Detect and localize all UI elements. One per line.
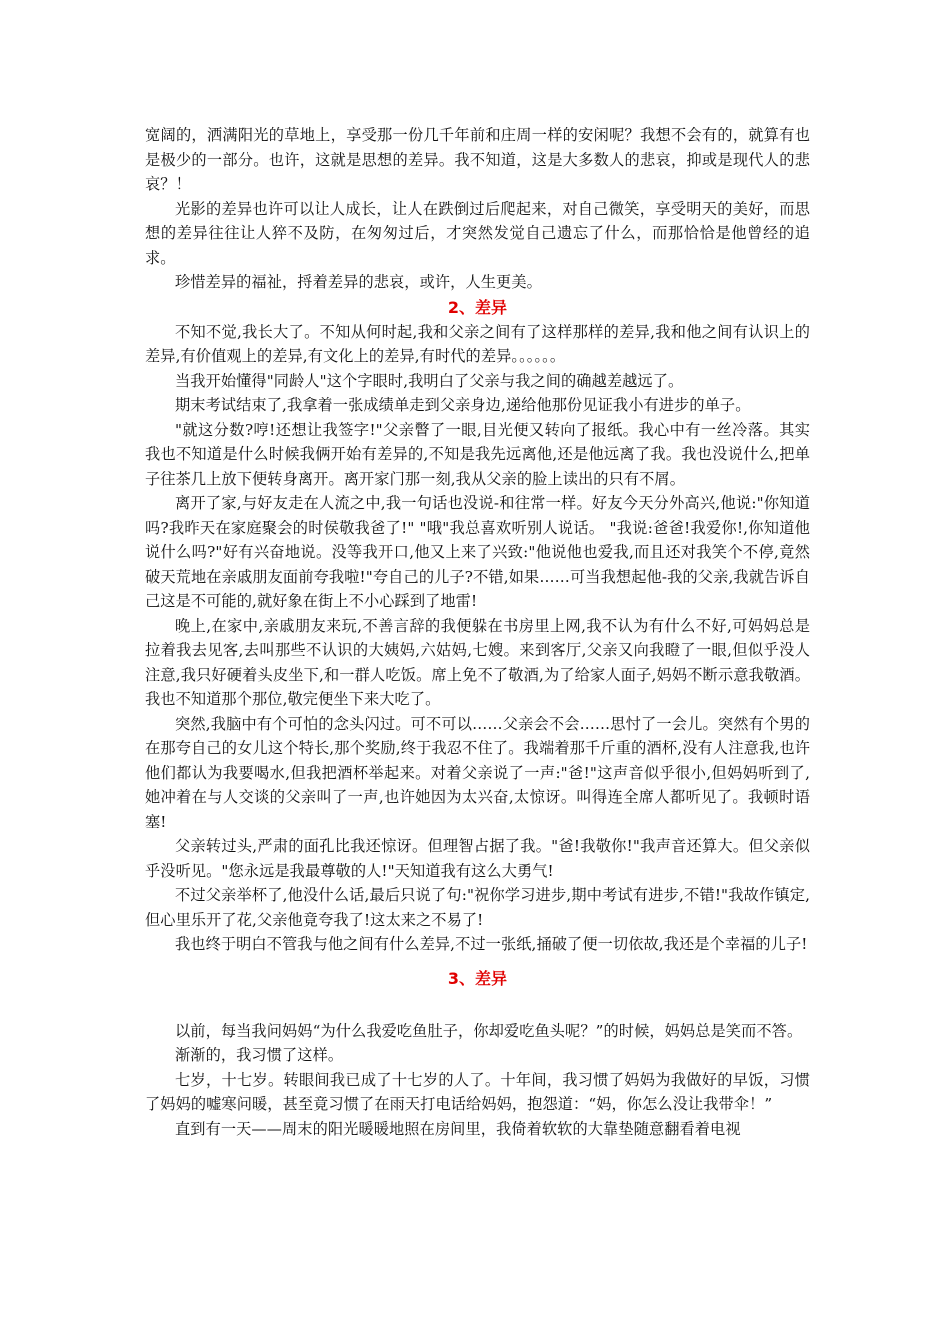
paragraph: 渐渐的，我习惯了这样。 — [175, 1046, 344, 1064]
paragraph: 晚上,在家中,亲戚朋友来玩,不善言辞的我便躲在书房里上网,我不认为有什么不好,可妈妈总是拉着我去见客,去叫那些不认识的大姨妈,六姑妈,七嫂。来到客厅,父亲又向我瞪了一眼,但似乎没人注意,我只好硬着头皮坐下,和一群人吃饭。席上免不了敬酒,为了给家人面子,妈妈不断示意我敬酒。我也不知道那个那位,敬完便坐下来大吃了。 — [145, 616, 810, 708]
paragraph: 当我开始懂得"同龄人"这个字眼时,我明白了父亲与我之间的确越差越远了。 — [175, 371, 684, 390]
document-page — [145, 123, 810, 1141]
paragraph: 七岁，十七岁。转眼间我已成了十七岁的人了。十年间，我习惯了妈妈为我做好的早饭，习惯了妈妈的嘘寒问暖，甚至竟习惯了在雨天打电话给妈妈，抱怨道：“妈，你怎么没让我带伞！” — [145, 1070, 810, 1113]
section-heading: 2、差异 — [447, 297, 508, 317]
paragraph: 光影的差异也许可以让人成长，让人在跌倒过后爬起来，对自己微笑，享受明天的美好，而思想的差异往往让人猝不及防，在匆匆过后，才突然发觉自己遗忘了什么，而那恰恰是他曾经的追求。 — [145, 199, 810, 267]
paragraph: 不过父亲举杯了,他没什么话,最后只说了句:"祝你学习进步,期中考试有进步,不错!"我故作镇定,但心里乐开了花,父亲他竟夸我了!这太来之不易了! — [145, 886, 810, 929]
paragraph: 以前，每当我问妈妈“为什么我爱吃鱼肚子，你却爱吃鱼头呢？”的时候，妈妈总是笑而不答。 — [175, 1021, 803, 1040]
paragraph: 期末考试结束了,我拿着一张成绩单走到父亲身边,递给他那份见证我小有进步的单子。 — [175, 396, 751, 414]
paragraph: 我也终于明白不管我与他之间有什么差异,不过一张纸,捅破了便一切依故,我还是个幸福的儿子! — [175, 935, 808, 953]
paragraph: 离开了家,与好友走在人流之中,我一句话也没说-和往常一样。好友今天分外高兴,他说:"你知道吗?我昨天在家庭聚会的时侯敬我爸了!" "哦"我总喜欢听别人说话。 "我说:爸爸!我爱你!,你知道他说什么吗?"好有兴奋地说。没等我开口,他又上来了兴致:"他说他也爱我,而且还对我笑个不停,竟然破天荒地在亲戚朋友面前夸我啦!"夸自己的儿子?不错,如果……可当我想起他-我的父亲,我就告诉自己这是不可能的,就好象在街上不小心踩到了地雷! — [145, 494, 810, 610]
paragraph: 直到有一天——周末的阳光暖暖地照在房间里，我倚着软软的大靠垫随意翻看着电视 — [175, 1119, 741, 1138]
paragraph: 宽阔的，洒满阳光的草地上，享受那一份几千年前和庄周一样的安闲呢？我想不会有的，就算有也是极少的一部分。也许，这就是思想的差异。我不知道，这是大多数人的悲哀，抑或是现代人的悲哀？！ — [145, 126, 810, 193]
paragraph: 突然,我脑中有个可怕的念头闪过。可不可以……父亲会不会……思忖了一会儿。突然有个男的在那夸自己的女儿这个特长,那个奖励,终于我忍不住了。我端着那千斤重的酒杯,没有人注意我,也许他们都认为我要喝水,但我把酒杯举起来。对着父亲说了一声:"爸!"这声音似乎很小,但妈妈听到了,她冲着在与人交谈的父亲叫了一声,也许她因为太兴奋,太惊讶。叫得连全席人都听见了。我顿时语塞! — [145, 714, 810, 831]
paragraph: 不知不觉,我长大了。不知从何时起,我和父亲之间有了这样那样的差异,我和他之间有认识上的差异,有价值观上的差异,有文化上的差异,有时代的差异。。。。。。 — [145, 322, 810, 365]
section-heading: 3、差异 — [447, 968, 508, 988]
paragraph: 珍惜差异的福祉，捋着差异的悲哀，或许，人生更美。 — [175, 273, 542, 291]
paragraph: "就这分数?哼!还想让我签字!"父亲瞥了一眼,目光便又转向了报纸。我心中有一丝冷落。其实我也不知道是什么时候我俩开始有差异的,不知是我先远离他,还是他远离了我。我也没说什么,把单子往茶几上放下便转身离开。离开家门那一刻,我从父亲的脸上读出的只有不屑。 — [145, 420, 810, 488]
paragraph: 父亲转过头,严肃的面孔比我还惊讶。但理智占据了我。"爸!我敬你!"我声音还算大。但父亲似乎没听见。"您永远是我最尊敬的人!"天知道我有这么大勇气! — [145, 837, 810, 880]
